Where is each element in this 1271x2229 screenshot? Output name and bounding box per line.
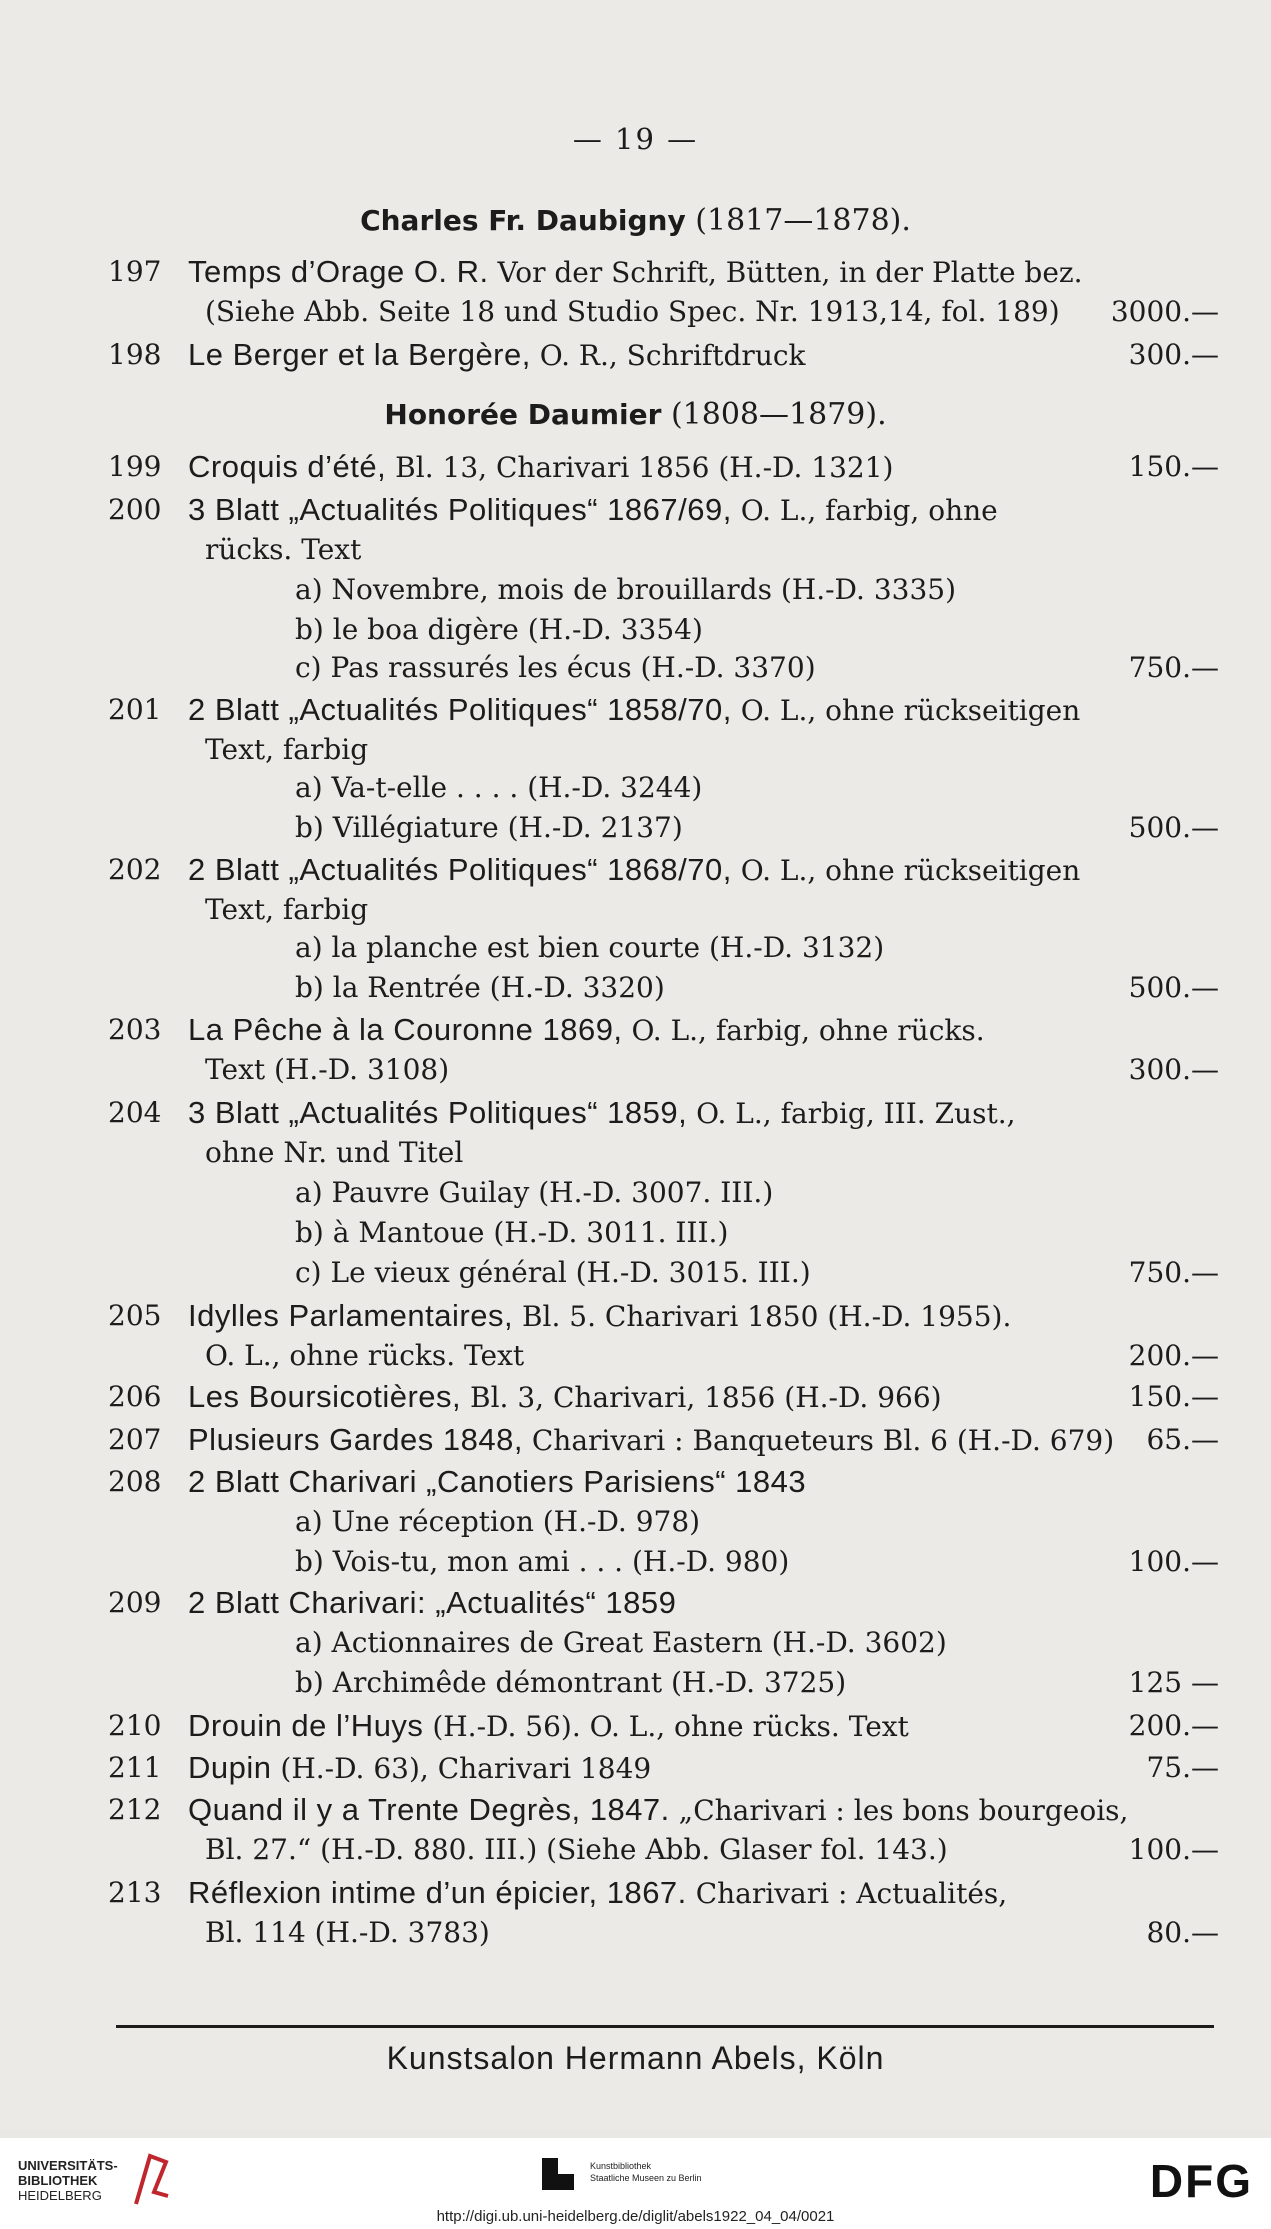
catalog-entry bbox=[0, 1296, 1271, 1336]
entry-number: 203 bbox=[108, 1013, 162, 1046]
entry-title: 3 Blatt „Actualités Politiques“ 1859, bbox=[188, 1095, 688, 1130]
entry-description: ohne Nr. und Titel bbox=[205, 1136, 464, 1169]
entry-title: 2 Blatt Charivari: „Actualités“ 1859 bbox=[188, 1585, 677, 1620]
entry-price: 80.— bbox=[1146, 1916, 1219, 1949]
entry-number: 201 bbox=[108, 693, 162, 726]
catalog-entry bbox=[0, 252, 1271, 292]
entry-description: b) le boa digère (H.-D. 3354) bbox=[295, 613, 703, 646]
entry-description: O. R., Schriftdruck bbox=[530, 339, 806, 372]
entry-price: 300.— bbox=[1128, 338, 1219, 371]
entry-price: 750.— bbox=[1128, 1256, 1219, 1289]
catalog-entry-continuation bbox=[0, 1913, 1271, 1953]
entry-description: Text, farbig bbox=[205, 893, 369, 926]
catalog-entry bbox=[0, 1748, 1271, 1788]
catalog-entry bbox=[0, 690, 1271, 730]
entry-number: 211 bbox=[108, 1751, 162, 1784]
entry-text bbox=[188, 1093, 1016, 1134]
entry-description: Vor der Schrift, Bütten, in der Platte bez. bbox=[488, 256, 1083, 289]
entry-description: Text, farbig bbox=[205, 733, 369, 766]
catalog-entry bbox=[0, 447, 1271, 487]
entry-text bbox=[188, 1010, 985, 1051]
kunstbibliothek-mark-icon bbox=[542, 2158, 574, 2190]
artist-name: Honorée Daumier bbox=[384, 398, 662, 431]
entry-text bbox=[188, 1706, 909, 1747]
entry-description: a) Une réception (H.-D. 978) bbox=[295, 1505, 701, 1538]
entry-description: c) Le vieux général (H.-D. 3015. III.) bbox=[295, 1256, 811, 1289]
entry-price: 200.— bbox=[1128, 1709, 1219, 1742]
entry-description: Bl. 114 (H.-D. 3783) bbox=[205, 1916, 490, 1949]
entry-description: b) Archimêde démontrant (H.-D. 3725) bbox=[295, 1666, 847, 1699]
entry-text bbox=[205, 1133, 463, 1173]
entry-number: 207 bbox=[108, 1423, 162, 1456]
page-number: — 19 — bbox=[572, 122, 699, 156]
entry-text bbox=[188, 1790, 1128, 1831]
entry-description: (Siehe Abb. Seite 18 und Studio Spec. Nr. 1913,14, fol. 189) bbox=[205, 295, 1060, 328]
entry-price: 150.— bbox=[1128, 450, 1219, 483]
entry-price: 100.— bbox=[1128, 1833, 1219, 1866]
catalog-entry-continuation bbox=[0, 768, 1271, 808]
entry-price: 125 — bbox=[1128, 1666, 1219, 1699]
entry-text bbox=[188, 1420, 1114, 1461]
entry-price: 3000.— bbox=[1110, 295, 1219, 328]
entry-title: 2 Blatt „Actualités Politiques“ 1858/70, bbox=[188, 692, 732, 727]
entry-description: b) à Mantoue (H.-D. 3011. III.) bbox=[295, 1216, 729, 1249]
catalog-entry bbox=[0, 850, 1271, 890]
catalog-entry-continuation bbox=[0, 1213, 1271, 1253]
artist-heading-daumier bbox=[0, 394, 1271, 436]
artist-dates: (1808—1879). bbox=[670, 397, 887, 432]
entry-price: 200.— bbox=[1128, 1339, 1219, 1372]
entry-text bbox=[188, 1873, 1007, 1914]
entry-title: Drouin de l’Huys bbox=[188, 1708, 424, 1743]
entry-text bbox=[295, 928, 884, 968]
catalog-entry bbox=[0, 1093, 1271, 1133]
digitization-bar bbox=[0, 2138, 1271, 2229]
entry-number: 206 bbox=[108, 1380, 162, 1413]
catalog-entry-continuation bbox=[0, 530, 1271, 570]
entry-description: b) la Rentrée (H.-D. 3320) bbox=[295, 971, 665, 1004]
entry-text bbox=[205, 530, 361, 570]
entry-price: 750.— bbox=[1128, 651, 1219, 684]
entry-title: 2 Blatt „Actualités Politiques“ 1868/70, bbox=[188, 852, 732, 887]
entry-description: O. L., ohne rückseitigen bbox=[731, 854, 1081, 887]
entry-description: „Charivari : les bons bourgeois, bbox=[669, 1794, 1129, 1827]
entry-text bbox=[205, 1336, 524, 1376]
entry-number: 200 bbox=[108, 493, 162, 526]
entry-title: Le Berger et la Bergère, bbox=[188, 337, 531, 372]
entry-description: a) la planche est bien courte (H.-D. 3132) bbox=[295, 931, 885, 964]
catalog-entry bbox=[0, 1420, 1271, 1460]
entry-title: Les Boursicotières, bbox=[188, 1379, 462, 1414]
entry-description: (H.-D. 56). O. L., ohne rücks. Text bbox=[423, 1710, 909, 1743]
entry-description: O. L., ohne rücks. Text bbox=[205, 1339, 525, 1372]
uni-logo-text-1: UNIVERSITÄTS- bbox=[18, 2158, 118, 2173]
catalog-entry bbox=[0, 490, 1271, 530]
entry-text bbox=[295, 1663, 846, 1703]
catalog-entry-continuation bbox=[0, 928, 1271, 968]
entry-title: Croquis d’été, bbox=[188, 449, 387, 484]
uni-heidelberg-emblem-icon bbox=[132, 2152, 172, 2208]
entry-text bbox=[295, 1502, 700, 1542]
entry-price: 100.— bbox=[1128, 1545, 1219, 1578]
catalog-entry-continuation bbox=[0, 570, 1271, 610]
entry-description: O. L., farbig, ohne rücks. bbox=[622, 1014, 985, 1047]
entry-description: Charivari : Actualités, bbox=[686, 1877, 1008, 1910]
entry-number: 202 bbox=[108, 853, 162, 886]
entry-text bbox=[205, 730, 368, 770]
entry-text bbox=[295, 1213, 728, 1253]
catalog-entry-continuation bbox=[0, 1336, 1271, 1376]
entry-text bbox=[188, 447, 893, 488]
entry-text bbox=[295, 1623, 947, 1663]
entry-title: 3 Blatt „Actualités Politiques“ 1867/69, bbox=[188, 492, 732, 527]
entry-text bbox=[188, 690, 1080, 731]
entry-text bbox=[188, 1748, 651, 1789]
source-url[interactable]: http://digi.ub.uni-heidelberg.de/diglit/abels1922_04_04/0021 bbox=[436, 2208, 835, 2225]
entry-description: O. L., farbig, III. Zust., bbox=[687, 1097, 1016, 1130]
uni-logo-text-2: BIBLIOTHEK bbox=[18, 2173, 98, 2188]
entry-text bbox=[205, 292, 1060, 332]
entry-text bbox=[295, 1173, 773, 1213]
uni-heidelberg-logo bbox=[18, 2158, 118, 2203]
catalog-entry-continuation bbox=[0, 1830, 1271, 1870]
catalog-entry bbox=[0, 1790, 1271, 1830]
entry-text bbox=[295, 1253, 811, 1293]
entry-number: 210 bbox=[108, 1709, 162, 1742]
entry-title: Idylles Parlamentaires, bbox=[188, 1298, 514, 1333]
footer-rule bbox=[116, 2025, 1214, 2028]
entry-price: 500.— bbox=[1128, 971, 1219, 1004]
entry-description: Bl. 5. Charivari 1850 (H.-D. 1955). bbox=[513, 1300, 1012, 1333]
entry-price: 150.— bbox=[1128, 1380, 1219, 1413]
entry-number: 208 bbox=[108, 1465, 162, 1498]
catalog-entry-continuation bbox=[0, 1253, 1271, 1293]
entry-text bbox=[295, 1542, 789, 1582]
entry-number: 205 bbox=[108, 1299, 162, 1332]
artist-heading-daubigny bbox=[0, 200, 1271, 242]
entry-description: rücks. Text bbox=[205, 533, 362, 566]
entry-price: 500.— bbox=[1128, 811, 1219, 844]
entry-number: 198 bbox=[108, 338, 162, 371]
catalog-entry-continuation bbox=[0, 1542, 1271, 1582]
entry-text bbox=[295, 968, 665, 1008]
catalog-entry-continuation bbox=[0, 1502, 1271, 1542]
catalog-entry bbox=[0, 1873, 1271, 1913]
entry-text bbox=[188, 1583, 676, 1624]
entry-description: O. L., ohne rückseitigen bbox=[731, 694, 1081, 727]
catalog-entry bbox=[0, 1462, 1271, 1502]
entry-text bbox=[188, 252, 1083, 293]
entry-text bbox=[205, 1050, 449, 1090]
entry-description: Bl. 13, Charivari 1856 (H.-D. 1321) bbox=[386, 451, 894, 484]
entry-description: Charivari : Banqueteurs Bl. 6 (H.-D. 679) bbox=[522, 1424, 1115, 1457]
kb-logo-text-2: Staatliche Museen zu Berlin bbox=[590, 2173, 702, 2183]
entry-description: b) Villégiature (H.-D. 2137) bbox=[295, 811, 683, 844]
publisher-footer: Kunstsalon Hermann Abels, Köln bbox=[386, 2040, 885, 2076]
entry-title: Temps d’Orage O. R. bbox=[188, 254, 489, 289]
catalog-entry-continuation bbox=[0, 890, 1271, 930]
catalog-entry bbox=[0, 1583, 1271, 1623]
entry-text bbox=[188, 1462, 806, 1503]
entry-price: 300.— bbox=[1128, 1053, 1219, 1086]
catalog-entry bbox=[0, 1706, 1271, 1746]
entry-title: 2 Blatt Charivari „Canotiers Parisiens“ 1843 bbox=[188, 1464, 807, 1499]
entry-text bbox=[295, 808, 683, 848]
entry-text bbox=[295, 570, 956, 610]
catalog-entry-continuation bbox=[0, 730, 1271, 770]
entry-description: O. L., farbig, ohne bbox=[731, 494, 998, 527]
entry-text bbox=[188, 490, 998, 531]
entry-text bbox=[295, 648, 816, 688]
entry-description: b) Vois-tu, mon ami . . . (H.-D. 980) bbox=[295, 1545, 790, 1578]
catalog-entry-continuation bbox=[0, 968, 1271, 1008]
entry-text bbox=[205, 1830, 948, 1870]
dfg-logo: DFG bbox=[1149, 2155, 1253, 2207]
entry-text bbox=[205, 1913, 490, 1953]
entry-text bbox=[295, 610, 703, 650]
entry-description: (H.-D. 63), Charivari 1849 bbox=[271, 1752, 652, 1785]
catalog-entry-continuation bbox=[0, 1173, 1271, 1213]
catalog-entry-continuation bbox=[0, 292, 1271, 332]
entry-title: Plusieurs Gardes 1848, bbox=[188, 1422, 523, 1457]
artist-name: Charles Fr. Daubigny bbox=[360, 204, 686, 237]
catalog-entry bbox=[0, 1010, 1271, 1050]
catalog-entry-continuation bbox=[0, 808, 1271, 848]
catalog-entry-continuation bbox=[0, 1623, 1271, 1663]
catalog-entry-continuation bbox=[0, 1050, 1271, 1090]
entry-number: 197 bbox=[108, 255, 162, 288]
entry-number: 212 bbox=[108, 1793, 162, 1826]
entry-description: Bl. 3, Charivari, 1856 (H.-D. 966) bbox=[461, 1381, 942, 1414]
entry-price: 75.— bbox=[1146, 1751, 1219, 1784]
artist-dates: (1817—1878). bbox=[695, 203, 911, 238]
entry-number: 213 bbox=[108, 1876, 162, 1909]
entry-title: Dupin bbox=[188, 1750, 272, 1785]
entry-title: La Pêche à la Couronne 1869, bbox=[188, 1012, 623, 1047]
entry-description: Bl. 27.“ (H.-D. 880. III.) (Siehe Abb. Glaser fol. 143.) bbox=[205, 1833, 948, 1866]
entry-text bbox=[295, 768, 702, 808]
entry-number: 209 bbox=[108, 1586, 162, 1619]
entry-title: Quand il y a Trente Degrès, 1847. bbox=[188, 1792, 670, 1827]
catalog-entry-continuation bbox=[0, 1133, 1271, 1173]
entry-text bbox=[188, 335, 806, 376]
entry-description: Text (H.-D. 3108) bbox=[205, 1053, 450, 1086]
kb-logo-text-1: Kunstbibliothek bbox=[590, 2161, 652, 2171]
catalog-entry-continuation bbox=[0, 648, 1271, 688]
entry-text bbox=[205, 890, 368, 930]
catalog-entry-continuation bbox=[0, 610, 1271, 650]
entry-title: Réflexion intime d’un épicier, 1867. bbox=[188, 1875, 687, 1910]
uni-logo-text-3: HEIDELBERG bbox=[18, 2188, 102, 2203]
entry-description: a) Novembre, mois de brouillards (H.-D. 3335) bbox=[295, 573, 956, 606]
entry-description: a) Actionnaires de Great Eastern (H.-D. 3602) bbox=[295, 1626, 947, 1659]
entry-number: 204 bbox=[108, 1096, 162, 1129]
entry-price: 65.— bbox=[1146, 1423, 1219, 1456]
entry-description: c) Pas rassurés les écus (H.-D. 3370) bbox=[295, 651, 816, 684]
entry-text bbox=[188, 1377, 942, 1418]
entry-description: a) Pauvre Guilay (H.-D. 3007. III.) bbox=[295, 1176, 774, 1209]
catalog-entry bbox=[0, 335, 1271, 375]
entry-text bbox=[188, 850, 1080, 891]
entry-text bbox=[188, 1296, 1011, 1337]
catalog-entry bbox=[0, 1377, 1271, 1417]
catalog-entry-continuation bbox=[0, 1663, 1271, 1703]
entry-number: 199 bbox=[108, 450, 162, 483]
entry-description: a) Va-t-elle . . . . (H.-D. 3244) bbox=[295, 771, 703, 804]
